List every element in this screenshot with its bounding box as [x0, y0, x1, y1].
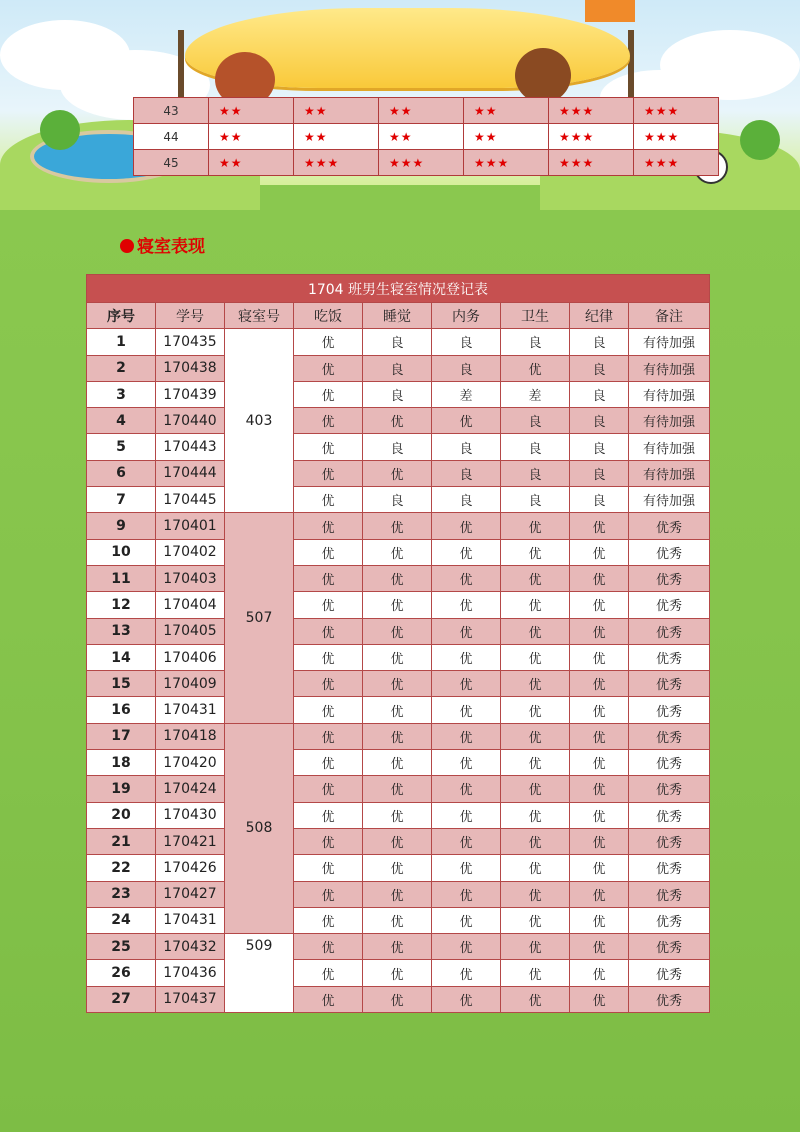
header-tidiness: 内务	[432, 303, 501, 329]
discipline-cell: 良	[570, 329, 629, 355]
meal-cell: 优	[294, 513, 363, 539]
meal-cell: 优	[294, 618, 363, 644]
sleep-cell: 良	[363, 381, 432, 407]
table-row	[87, 434, 710, 460]
table-row	[87, 881, 710, 907]
table-row	[87, 671, 710, 697]
hygiene-cell: 优	[501, 828, 570, 854]
meal-cell: 优	[294, 355, 363, 381]
hygiene-cell: 良	[501, 329, 570, 355]
student-id-cell: 170406	[156, 644, 225, 670]
section-heading	[120, 232, 205, 257]
hygiene-cell: 优	[501, 618, 570, 644]
tidiness-cell: 优	[432, 723, 501, 749]
student-id-cell: 170439	[156, 381, 225, 407]
header-remark: 备注	[629, 303, 710, 329]
seq-cell: 20	[87, 802, 156, 828]
star-rating: ★★★	[379, 150, 464, 176]
remark-cell: 优秀	[629, 697, 710, 723]
hygiene-cell: 优	[501, 881, 570, 907]
meal-cell: 优	[294, 487, 363, 513]
dorm-record-table	[86, 274, 710, 1013]
seq-cell: 24	[87, 907, 156, 933]
tree-decoration	[40, 110, 80, 150]
table-row	[87, 487, 710, 513]
meal-cell: 优	[294, 460, 363, 486]
student-id-cell: 170440	[156, 408, 225, 434]
meal-cell: 优	[294, 855, 363, 881]
tidiness-cell: 优	[432, 750, 501, 776]
seq-cell: 25	[87, 934, 156, 960]
hygiene-cell: 优	[501, 697, 570, 723]
hygiene-cell: 优	[501, 539, 570, 565]
hygiene-cell: 优	[501, 355, 570, 381]
tidiness-cell: 优	[432, 671, 501, 697]
hygiene-cell: 良	[501, 408, 570, 434]
tidiness-cell: 良	[432, 434, 501, 460]
remark-cell: 优秀	[629, 644, 710, 670]
table-row	[87, 408, 710, 434]
sleep-cell: 优	[363, 592, 432, 618]
hygiene-cell: 优	[501, 802, 570, 828]
student-id-cell: 170437	[156, 986, 225, 1012]
tidiness-cell: 优	[432, 960, 501, 986]
sleep-cell: 优	[363, 697, 432, 723]
discipline-cell: 优	[570, 802, 629, 828]
tidiness-cell: 良	[432, 329, 501, 355]
tidiness-cell: 优	[432, 934, 501, 960]
tidiness-cell: 优	[432, 802, 501, 828]
tidiness-cell: 优	[432, 644, 501, 670]
star-rating: ★★	[209, 150, 294, 176]
remark-cell: 优秀	[629, 960, 710, 986]
seq-cell: 16	[87, 697, 156, 723]
student-id-cell: 170438	[156, 355, 225, 381]
student-id-cell: 170427	[156, 881, 225, 907]
seq-cell: 1	[87, 329, 156, 355]
student-id-cell: 170409	[156, 671, 225, 697]
hygiene-cell: 优	[501, 986, 570, 1012]
student-id-cell: 170445	[156, 487, 225, 513]
discipline-cell: 优	[570, 960, 629, 986]
remark-cell: 有待加强	[629, 487, 710, 513]
star-rating: ★★	[464, 124, 549, 150]
star-rating: ★★	[294, 124, 379, 150]
seq-cell: 14	[87, 644, 156, 670]
star-rating: ★★★	[549, 124, 634, 150]
table-row	[87, 802, 710, 828]
remark-cell: 有待加强	[629, 460, 710, 486]
discipline-cell: 优	[570, 618, 629, 644]
remark-cell: 优秀	[629, 776, 710, 802]
meal-cell: 优	[294, 802, 363, 828]
star-table-row	[134, 98, 719, 124]
table-row	[87, 723, 710, 749]
meal-cell: 优	[294, 381, 363, 407]
tidiness-cell: 良	[432, 460, 501, 486]
table-row	[87, 986, 710, 1012]
header-seq: 序号	[87, 303, 156, 329]
meal-cell: 优	[294, 644, 363, 670]
discipline-cell: 优	[570, 750, 629, 776]
student-id-cell: 170431	[156, 697, 225, 723]
meal-cell: 优	[294, 329, 363, 355]
header-room: 寝室号	[225, 303, 294, 329]
sleep-cell: 优	[363, 828, 432, 854]
tidiness-cell: 优	[432, 618, 501, 644]
tidiness-cell: 优	[432, 986, 501, 1012]
table-row	[87, 907, 710, 933]
seq-cell: 13	[87, 618, 156, 644]
meal-cell: 优	[294, 697, 363, 723]
tidiness-cell: 优	[432, 855, 501, 881]
table-row	[87, 644, 710, 670]
hygiene-cell: 优	[501, 960, 570, 986]
remark-cell: 有待加强	[629, 355, 710, 381]
hygiene-cell: 优	[501, 592, 570, 618]
seq-cell: 19	[87, 776, 156, 802]
meal-cell: 优	[294, 934, 363, 960]
boy-illustration	[515, 48, 571, 103]
discipline-cell: 优	[570, 881, 629, 907]
remark-cell: 有待加强	[629, 381, 710, 407]
remark-cell: 优秀	[629, 539, 710, 565]
kite-decoration	[585, 0, 635, 22]
table-row	[87, 618, 710, 644]
sleep-cell: 良	[363, 355, 432, 381]
table-row	[87, 565, 710, 591]
sleep-cell: 优	[363, 513, 432, 539]
star-rating: ★★	[464, 98, 549, 124]
hygiene-cell: 良	[501, 487, 570, 513]
hygiene-cell: 优	[501, 750, 570, 776]
tidiness-cell: 良	[432, 355, 501, 381]
student-id-cell: 170403	[156, 565, 225, 591]
meal-cell: 优	[294, 723, 363, 749]
meal-cell: 优	[294, 539, 363, 565]
meal-cell: 优	[294, 776, 363, 802]
discipline-cell: 良	[570, 381, 629, 407]
meal-cell: 优	[294, 960, 363, 986]
sleep-cell: 良	[363, 434, 432, 460]
sleep-cell: 优	[363, 565, 432, 591]
remark-cell: 优秀	[629, 881, 710, 907]
table-title-row	[87, 275, 710, 303]
seq-cell: 4	[87, 408, 156, 434]
sleep-cell: 优	[363, 408, 432, 434]
table-row	[87, 750, 710, 776]
room-number-cell: 509	[225, 934, 294, 1013]
discipline-cell: 良	[570, 434, 629, 460]
student-id-cell: 170436	[156, 960, 225, 986]
hygiene-cell: 优	[501, 644, 570, 670]
table-row	[87, 828, 710, 854]
sleep-cell: 优	[363, 618, 432, 644]
seq-cell: 27	[87, 986, 156, 1012]
sleep-cell: 优	[363, 539, 432, 565]
tidiness-cell: 优	[432, 565, 501, 591]
remark-cell: 优秀	[629, 802, 710, 828]
star-rating: ★★★	[549, 150, 634, 176]
sleep-cell: 优	[363, 802, 432, 828]
tidiness-cell: 良	[432, 487, 501, 513]
hygiene-cell: 优	[501, 671, 570, 697]
student-id-cell: 170431	[156, 907, 225, 933]
hygiene-cell: 优	[501, 855, 570, 881]
student-number: 44	[134, 124, 209, 150]
star-table-row	[134, 150, 719, 176]
sleep-cell: 优	[363, 723, 432, 749]
student-id-cell: 170405	[156, 618, 225, 644]
section-heading-text: 寝室表现	[137, 237, 205, 257]
discipline-cell: 优	[570, 776, 629, 802]
sleep-cell: 良	[363, 329, 432, 355]
sleep-cell: 优	[363, 855, 432, 881]
discipline-cell: 良	[570, 487, 629, 513]
remark-cell: 优秀	[629, 750, 710, 776]
seq-cell: 5	[87, 434, 156, 460]
student-number: 43	[134, 98, 209, 124]
discipline-cell: 优	[570, 513, 629, 539]
student-id-cell: 170401	[156, 513, 225, 539]
student-id-cell: 170420	[156, 750, 225, 776]
seq-cell: 12	[87, 592, 156, 618]
tree-decoration	[740, 120, 780, 160]
meal-cell: 优	[294, 592, 363, 618]
header-sleep: 睡觉	[363, 303, 432, 329]
tidiness-cell: 优	[432, 907, 501, 933]
star-rating: ★★	[379, 98, 464, 124]
sleep-cell: 优	[363, 776, 432, 802]
discipline-cell: 良	[570, 460, 629, 486]
hygiene-cell: 良	[501, 434, 570, 460]
discipline-cell: 优	[570, 644, 629, 670]
discipline-cell: 优	[570, 828, 629, 854]
seq-cell: 7	[87, 487, 156, 513]
meal-cell: 优	[294, 408, 363, 434]
table-row	[87, 513, 710, 539]
seq-cell: 11	[87, 565, 156, 591]
seq-cell: 26	[87, 960, 156, 986]
tidiness-cell: 优	[432, 408, 501, 434]
seq-cell: 6	[87, 460, 156, 486]
discipline-cell: 优	[570, 565, 629, 591]
table-row	[87, 960, 710, 986]
student-id-cell: 170421	[156, 828, 225, 854]
remark-cell: 优秀	[629, 828, 710, 854]
sleep-cell: 优	[363, 907, 432, 933]
star-rating: ★★★	[634, 98, 719, 124]
discipline-cell: 优	[570, 671, 629, 697]
star-rating: ★★★	[549, 98, 634, 124]
remark-cell: 有待加强	[629, 329, 710, 355]
seq-cell: 10	[87, 539, 156, 565]
student-id-cell: 170426	[156, 855, 225, 881]
table-row	[87, 776, 710, 802]
remark-cell: 有待加强	[629, 434, 710, 460]
remark-cell: 优秀	[629, 618, 710, 644]
table-row	[87, 355, 710, 381]
student-id-cell: 170424	[156, 776, 225, 802]
remark-cell: 优秀	[629, 855, 710, 881]
star-rating: ★★★	[634, 150, 719, 176]
remark-cell: 优秀	[629, 513, 710, 539]
star-rating: ★★★	[634, 124, 719, 150]
sleep-cell: 优	[363, 881, 432, 907]
seq-cell: 17	[87, 723, 156, 749]
sleep-cell: 优	[363, 934, 432, 960]
student-id-cell: 170404	[156, 592, 225, 618]
header-discipline: 纪律	[570, 303, 629, 329]
star-rating: ★★	[209, 124, 294, 150]
discipline-cell: 优	[570, 592, 629, 618]
table-row	[87, 697, 710, 723]
star-rating: ★★★	[464, 150, 549, 176]
tidiness-cell: 优	[432, 539, 501, 565]
meal-cell: 优	[294, 881, 363, 907]
meal-cell: 优	[294, 434, 363, 460]
discipline-cell: 良	[570, 355, 629, 381]
star-rating: ★★	[294, 98, 379, 124]
header-meal: 吃饭	[294, 303, 363, 329]
hygiene-cell: 良	[501, 460, 570, 486]
remark-cell: 优秀	[629, 934, 710, 960]
remark-cell: 优秀	[629, 671, 710, 697]
meal-cell: 优	[294, 986, 363, 1012]
discipline-cell: 优	[570, 934, 629, 960]
table-header-row	[87, 303, 710, 329]
seq-cell: 3	[87, 381, 156, 407]
hygiene-cell: 优	[501, 565, 570, 591]
sleep-cell: 良	[363, 487, 432, 513]
tidiness-cell: 优	[432, 776, 501, 802]
sleep-cell: 优	[363, 671, 432, 697]
remark-cell: 优秀	[629, 723, 710, 749]
remark-cell: 优秀	[629, 592, 710, 618]
student-id-cell: 170432	[156, 934, 225, 960]
meal-cell: 优	[294, 671, 363, 697]
hygiene-cell: 优	[501, 723, 570, 749]
meal-cell: 优	[294, 828, 363, 854]
table-row	[87, 592, 710, 618]
student-id-cell: 170402	[156, 539, 225, 565]
star-rating: ★★	[379, 124, 464, 150]
discipline-cell: 优	[570, 697, 629, 723]
student-id-cell: 170418	[156, 723, 225, 749]
star-table-row	[134, 124, 719, 150]
table-row	[87, 329, 710, 355]
hygiene-cell: 优	[501, 934, 570, 960]
tidiness-cell: 优	[432, 881, 501, 907]
remark-cell: 有待加强	[629, 408, 710, 434]
discipline-cell: 优	[570, 907, 629, 933]
seq-cell: 2	[87, 355, 156, 381]
table-row	[87, 381, 710, 407]
sleep-cell: 优	[363, 986, 432, 1012]
table-row	[87, 460, 710, 486]
meal-cell: 优	[294, 750, 363, 776]
meal-cell: 优	[294, 565, 363, 591]
sleep-cell: 优	[363, 750, 432, 776]
header-hygiene: 卫生	[501, 303, 570, 329]
tidiness-cell: 优	[432, 828, 501, 854]
sleep-cell: 优	[363, 644, 432, 670]
discipline-cell: 优	[570, 723, 629, 749]
bullet-icon	[120, 239, 134, 253]
seq-cell: 15	[87, 671, 156, 697]
banner-pole	[178, 30, 184, 100]
tidiness-cell: 优	[432, 513, 501, 539]
table-row	[87, 934, 710, 960]
remark-cell: 优秀	[629, 565, 710, 591]
room-number-cell: 508	[225, 723, 294, 933]
tidiness-cell: 差	[432, 381, 501, 407]
room-number-cell: 507	[225, 513, 294, 723]
discipline-cell: 优	[570, 986, 629, 1012]
star-rating: ★★★	[294, 150, 379, 176]
table-title: 1704 班男生寝室情况登记表	[87, 275, 710, 303]
seq-cell: 21	[87, 828, 156, 854]
tidiness-cell: 优	[432, 697, 501, 723]
student-id-cell: 170443	[156, 434, 225, 460]
seq-cell: 22	[87, 855, 156, 881]
hygiene-cell: 优	[501, 907, 570, 933]
hygiene-cell: 差	[501, 381, 570, 407]
tidiness-cell: 优	[432, 592, 501, 618]
table-row	[87, 539, 710, 565]
seq-cell: 9	[87, 513, 156, 539]
room-number-cell: 403	[225, 329, 294, 513]
student-id-cell: 170430	[156, 802, 225, 828]
remark-cell: 优秀	[629, 907, 710, 933]
student-id-cell: 170444	[156, 460, 225, 486]
hygiene-cell: 优	[501, 513, 570, 539]
remark-cell: 优秀	[629, 986, 710, 1012]
discipline-cell: 优	[570, 539, 629, 565]
seq-cell: 18	[87, 750, 156, 776]
discipline-cell: 良	[570, 408, 629, 434]
seq-cell: 23	[87, 881, 156, 907]
sleep-cell: 优	[363, 960, 432, 986]
table-row	[87, 855, 710, 881]
sleep-cell: 优	[363, 460, 432, 486]
discipline-cell: 优	[570, 855, 629, 881]
meal-cell: 优	[294, 907, 363, 933]
star-rating: ★★	[209, 98, 294, 124]
star-rating-table	[133, 97, 719, 176]
student-id-cell: 170435	[156, 329, 225, 355]
hygiene-cell: 优	[501, 776, 570, 802]
banner-pole	[628, 30, 634, 100]
header-id: 学号	[156, 303, 225, 329]
student-number: 45	[134, 150, 209, 176]
